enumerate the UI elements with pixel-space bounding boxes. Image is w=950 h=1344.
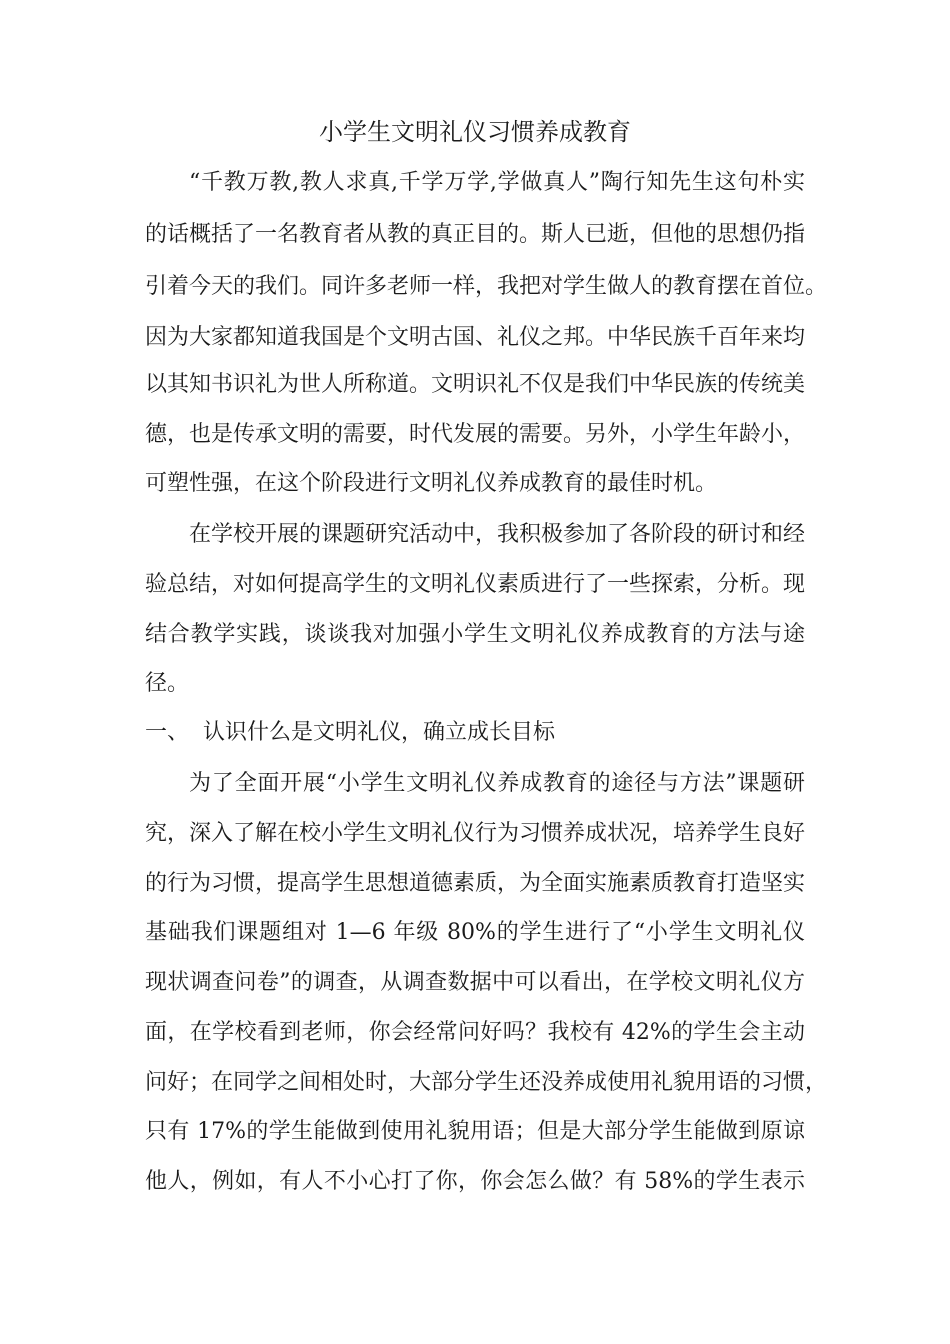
paragraph-1-line-4: 因为大家都知道我国是个文明古国、礼仪之邦。中华民族千百年来均 (145, 325, 806, 350)
paragraph-2-line-2: 验总结，对如何提高学生的文明礼仪素质进行了一些探索，分析。现 (145, 572, 806, 597)
paragraph-3-line-3: 的行为习惯，提高学生思想道德素质，为全面实施素质教育打造坚实 (145, 871, 806, 896)
section-1-number: 一、 (145, 720, 190, 745)
paragraph-3-line-7: 问好；在同学之间相处时，大部分学生还没养成使用礼貌用语的习惯， (145, 1070, 828, 1095)
paragraph-2-line-1: 在学校开展的课题研究活动中，我积极参加了各阶段的研讨和经 (189, 522, 806, 547)
document-title: 小学生文明礼仪习惯养成教育 (319, 118, 631, 146)
paragraph-2-line-4: 径。 (145, 671, 190, 696)
section-1-heading-text: 认识什么是文明礼仪，确立成长目标 (203, 720, 556, 745)
section-1-heading (145, 708, 805, 758)
paragraph-1-line-1: “千教万教,教人求真,千学万学,学做真人”陶行知先生这句朴实 (189, 170, 805, 195)
paragraph-3-line-1: 为了全面开展“小学生文明礼仪养成教育的途径与方法”课题研 (189, 771, 805, 796)
paragraph-1-line-6: 德，也是传承文明的需要，时代发展的需要。另外，小学生年龄小， (145, 422, 806, 447)
paragraph-3-line-5: 现状调查问卷”的调查，从调查数据中可以看出，在学校文明礼仪方 (145, 970, 805, 995)
paragraph-3-line-4: 基础我们课题组对 1—6 年级 80%的学生进行了“小学生文明礼仪 (145, 920, 805, 945)
paragraph-2-line-3: 结合教学实践，谈谈我对加强小学生文明礼仪养成教育的方法与途 (145, 622, 805, 647)
paragraph-1-line-3: 引着今天的我们。同许多老师一样，我把对学生做人的教育摆在首位。 (145, 274, 828, 299)
paragraph-1-line-7: 可塑性强，在这个阶段进行文明礼仪养成教育的最佳时机。 (145, 471, 718, 496)
paragraph-3-line-2: 究，深入了解在校小学生文明礼仪行为习惯养成状况，培养学生良好 (145, 821, 806, 846)
paragraph-3-line-9: 他人，例如，有人不小心打了你，你会怎么做？有 58%的学生表示 (145, 1169, 805, 1194)
paragraph-1-line-5: 以其知书识礼为世人所称道。文明识礼不仅是我们中华民族的传统美 (145, 372, 806, 397)
paragraph-3-line-8: 只有 17%的学生能做到使用礼貌用语；但是大部分学生能做到原谅 (145, 1119, 805, 1144)
paragraph-1-line-2: 的话概括了一名教育者从教的真正目的。斯人已逝，但他的思想仍指 (145, 222, 806, 247)
paragraph-3-line-6: 面，在学校看到老师，你会经常问好吗？我校有 42%的学生会主动 (145, 1020, 805, 1045)
